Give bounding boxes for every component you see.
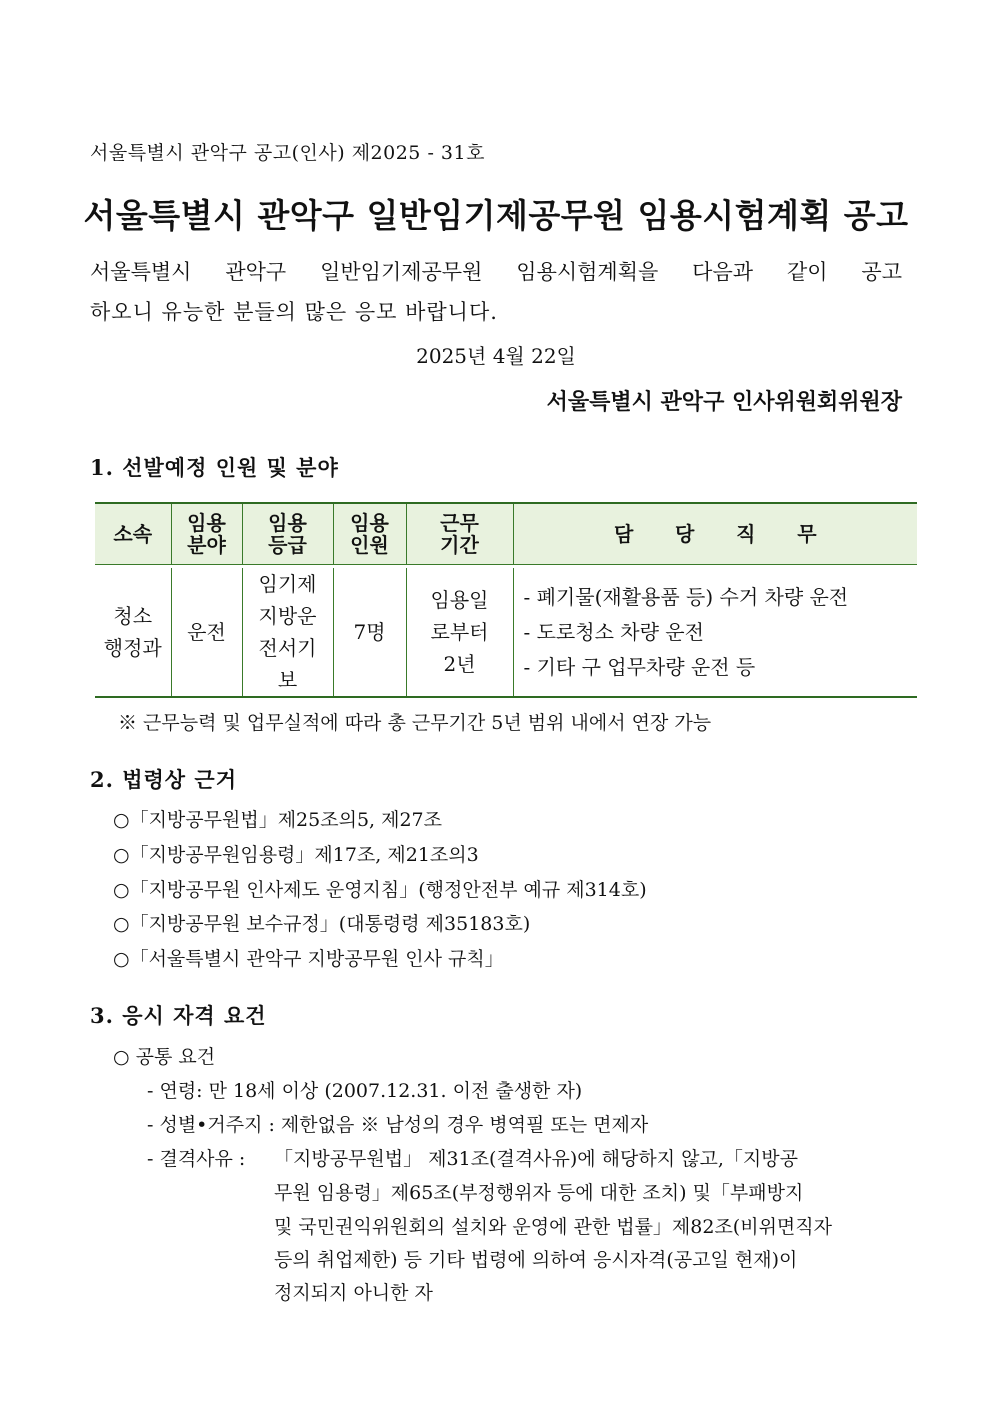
duty-item: - 폐기물(재활용품 등) 수거 차량 운전 [523, 584, 849, 609]
disqualification-line: 「지방공무원법」 제31조(결격사유)에 해당하지 않고,「지방공 [274, 1148, 798, 1170]
notice-number: 서울특별시 관악구 공고(인사) 제2025 - 31호 [90, 142, 485, 164]
header-dept: 소속 [95, 503, 171, 565]
common-requirements-heading: ○ 공통 요건 [113, 1046, 216, 1068]
header-count: 임용 인원 [333, 503, 406, 565]
law-item: ○「지방공무원임용령」제17조, 제21조의3 [113, 844, 479, 866]
header-duties: 담 당 직 무 [513, 503, 917, 565]
cell-grade: 임기제 지방운 전서기 보 [242, 568, 333, 697]
law-item: ○「지방공무원법」제25조의5, 제27조 [113, 809, 442, 831]
requirement-disqualification-label: - 결격사유 : [147, 1148, 246, 1170]
document-title: 서울특별시 관악구 일반임기제공무원 임용시험계획 공고 [83, 196, 909, 235]
header-field: 임용 분야 [171, 503, 242, 565]
duty-item: - 도로청소 차량 운전 [523, 619, 704, 644]
disqualification-line: 등의 취업제한) 등 기타 법령에 의하여 응시자격(공고일 현재)이 [274, 1249, 798, 1271]
notice-date: 2025년 4월 22일 [416, 344, 576, 368]
header-grade: 임용 등급 [242, 503, 333, 565]
intro-line-1: 서울특별시 관악구 일반임기제공무원 임용시험계획을 다음과 같이 공고 [90, 260, 902, 284]
section-1-heading: 1. 선발예정 인원 및 분야 [90, 455, 339, 480]
requirement-gender-residence: - 성별•거주지 : 제한없음 ※ 남성의 경우 병역필 또는 면제자 [147, 1114, 649, 1136]
disqualification-line: 정지되지 아니한 자 [274, 1282, 433, 1304]
table-note: ※ 근무능력 및 업무실적에 따라 총 근무기간 5년 범위 내에서 연장 가능 [118, 712, 712, 734]
law-item: ○「지방공무원 인사제도 운영지침」(행정안전부 예규 제314호) [113, 879, 647, 901]
cell-duties [513, 568, 917, 697]
recruitment-table [95, 502, 917, 698]
cell-field: 운전 [171, 568, 242, 697]
table-row [95, 568, 917, 697]
disqualification-line: 무원 임용령」제65조(부정행위자 등에 대한 조치) 및「부패방지 [274, 1182, 804, 1204]
law-item: ○「지방공무원 보수규정」(대통령령 제35183호) [113, 913, 531, 935]
header-period: 근무 기간 [406, 503, 513, 565]
issuer: 서울특별시 관악구 인사위원회위원장 [546, 389, 902, 415]
duty-item: - 기타 구 업무차량 운전 등 [523, 654, 756, 679]
disqualification-line: 및 국민권익위원회의 설치와 운영에 관한 법률」제82조(비위면직자 [274, 1216, 832, 1238]
cell-count: 7명 [333, 568, 406, 697]
law-item: ○「서울특별시 관악구 지방공무원 인사 규칙」 [113, 948, 504, 970]
cell-dept: 청소 행정과 [95, 568, 171, 697]
section-2-heading: 2. 법령상 근거 [90, 767, 237, 792]
section-3-heading: 3. 응시 자격 요건 [90, 1003, 267, 1028]
intro-line-2: 하오니 유능한 분들의 많은 응모 바랍니다. [90, 300, 498, 324]
table-header-row [95, 503, 917, 565]
requirement-age: - 연령: 만 18세 이상 (2007.12.31. 이전 출생한 자) [147, 1080, 583, 1102]
cell-period: 임용일 로부터 2년 [406, 568, 513, 697]
